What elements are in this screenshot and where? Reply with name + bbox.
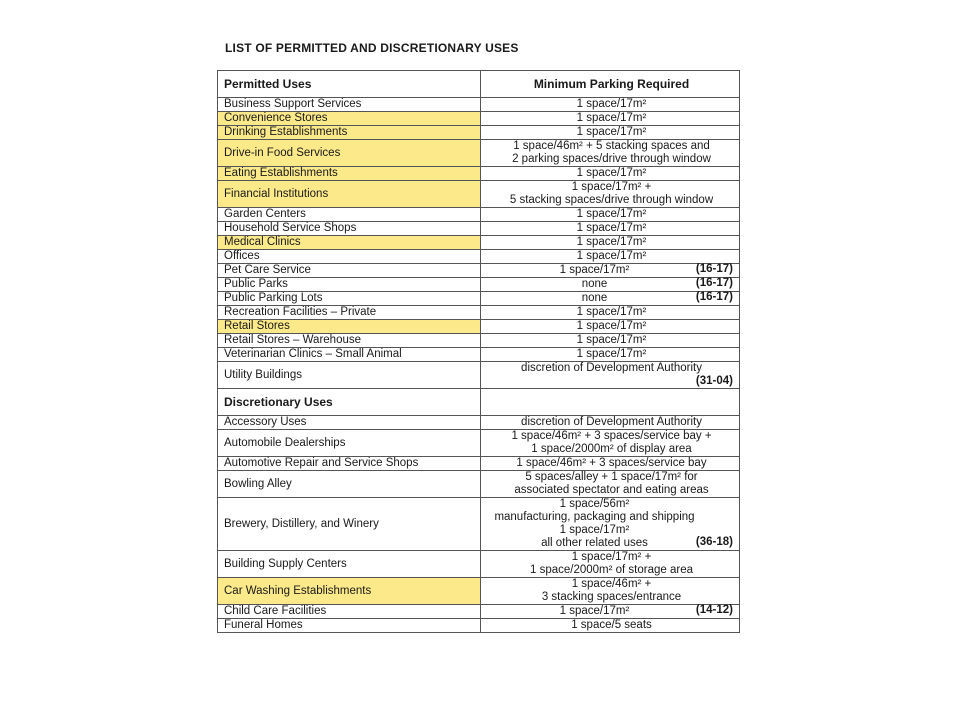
parking-requirement-cell bbox=[481, 208, 740, 222]
use-name: Veterinarian Clinics – Small Animal bbox=[218, 348, 481, 362]
table-row bbox=[218, 605, 740, 619]
table-row bbox=[218, 278, 740, 292]
parking-requirement: 5 spaces/alley + 1 space/17m² for associated spectator and eating areas bbox=[514, 471, 709, 496]
parking-requirement-cell bbox=[481, 250, 740, 264]
amendment-code: (16-17) bbox=[695, 291, 733, 303]
table-header-row bbox=[218, 71, 740, 98]
parking-requirement: 1 space/17m² bbox=[559, 605, 630, 617]
parking-requirement-cell bbox=[481, 416, 740, 430]
parking-requirement: 1 space/17m² bbox=[576, 306, 647, 318]
parking-requirement: 1 space/17m² bbox=[576, 98, 647, 110]
amendment-code: (31-04) bbox=[695, 375, 733, 387]
use-name: Business Support Services bbox=[218, 98, 481, 112]
parking-requirement-cell bbox=[481, 98, 740, 112]
permitted-uses-rows bbox=[218, 98, 740, 389]
use-name: Public Parking Lots bbox=[218, 292, 481, 306]
table-row bbox=[218, 578, 740, 605]
parking-requirement: discretion of Development Authority bbox=[521, 416, 702, 428]
parking-requirement-cell bbox=[481, 306, 740, 320]
use-name: Pet Care Service bbox=[218, 264, 481, 278]
parking-requirement-cell bbox=[481, 457, 740, 471]
table-row bbox=[218, 362, 740, 389]
parking-requirement-cell bbox=[481, 236, 740, 250]
table-row bbox=[218, 208, 740, 222]
table-row bbox=[218, 222, 740, 236]
parking-requirement-cell bbox=[481, 278, 740, 292]
table-row bbox=[218, 457, 740, 471]
uses-table bbox=[217, 70, 740, 633]
discretionary-uses-header: Discretionary Uses bbox=[218, 389, 481, 416]
parking-requirement: 1 space/46m² + 3 spaces/service bay bbox=[516, 457, 707, 469]
use-name: Child Care Facilities bbox=[218, 605, 481, 619]
parking-requirement: none bbox=[581, 292, 608, 304]
use-name: Drive-in Food Services bbox=[218, 140, 481, 167]
parking-requirement-cell bbox=[481, 551, 740, 578]
parking-requirement: 1 space/46m² + 3 spaces/service bay + 1 space/2000m² of display area bbox=[511, 430, 712, 455]
table-row bbox=[218, 181, 740, 208]
parking-requirement-cell bbox=[481, 430, 740, 457]
use-name: Recreation Facilities – Private bbox=[218, 306, 481, 320]
table-row bbox=[218, 306, 740, 320]
use-name: Funeral Homes bbox=[218, 619, 481, 633]
amendment-code: (36-18) bbox=[695, 536, 733, 548]
parking-requirement-cell bbox=[481, 126, 740, 140]
table-row bbox=[218, 334, 740, 348]
parking-requirement: 1 space/17m² bbox=[559, 264, 630, 276]
table-row bbox=[218, 126, 740, 140]
parking-requirement: 1 space/46m² + 5 stacking spaces and 2 parking spaces/drive through window bbox=[512, 140, 711, 165]
parking-requirement: 1 space/17m² bbox=[576, 320, 647, 332]
use-name: Bowling Alley bbox=[218, 471, 481, 498]
parking-requirement: 1 space/17m² bbox=[576, 334, 647, 346]
parking-requirement-cell bbox=[481, 578, 740, 605]
table-row bbox=[218, 112, 740, 126]
table-row bbox=[218, 264, 740, 278]
parking-requirement: 1 space/17m² bbox=[576, 236, 647, 248]
table-row bbox=[218, 416, 740, 430]
parking-requirement: 1 space/56m² manufacturing, packaging and shipping 1 space/17m² all other related uses bbox=[494, 498, 695, 549]
parking-requirement: 1 space/17m² bbox=[576, 126, 647, 138]
parking-requirement-cell bbox=[481, 264, 740, 278]
amendment-code: (14-12) bbox=[695, 604, 733, 616]
discretionary-section bbox=[218, 389, 740, 416]
table-row bbox=[218, 140, 740, 167]
parking-requirement-cell bbox=[481, 112, 740, 126]
use-name: Accessory Uses bbox=[218, 416, 481, 430]
parking-requirement-cell bbox=[481, 222, 740, 236]
use-name: Drinking Establishments bbox=[218, 126, 481, 140]
parking-requirement-cell bbox=[481, 605, 740, 619]
table-row bbox=[218, 430, 740, 457]
use-name: Financial Institutions bbox=[218, 181, 481, 208]
parking-requirement: 1 space/17m² bbox=[576, 250, 647, 262]
use-name: Convenience Stores bbox=[218, 112, 481, 126]
use-name: Utility Buildings bbox=[218, 362, 481, 389]
amendment-code: (16-17) bbox=[695, 277, 733, 289]
table-row bbox=[218, 619, 740, 633]
use-name: Retail Stores – Warehouse bbox=[218, 334, 481, 348]
document-title: LIST OF PERMITTED AND DISCRETIONARY USES bbox=[225, 41, 519, 55]
parking-requirement: 1 space/17m² bbox=[576, 222, 647, 234]
parking-requirement-cell bbox=[481, 348, 740, 362]
parking-requirement: 1 space/17m² + 5 stacking spaces/drive through window bbox=[509, 181, 714, 206]
parking-requirement: none bbox=[581, 278, 608, 290]
table-row bbox=[218, 98, 740, 112]
parking-requirement: 1 space/17m² bbox=[576, 348, 647, 360]
parking-requirement: 1 space/17m² bbox=[576, 167, 647, 179]
parking-requirement: 1 space/46m² + 3 stacking spaces/entrance bbox=[541, 578, 682, 603]
use-name: Building Supply Centers bbox=[218, 551, 481, 578]
table-row bbox=[218, 471, 740, 498]
use-name: Household Service Shops bbox=[218, 222, 481, 236]
discretionary-header-blank bbox=[481, 389, 740, 416]
parking-requirement: 1 space/17m² + 1 space/2000m² of storage area bbox=[529, 551, 694, 576]
use-name: Offices bbox=[218, 250, 481, 264]
parking-requirement: 1 space/5 seats bbox=[571, 619, 652, 631]
parking-requirement-cell bbox=[481, 334, 740, 348]
use-name: Medical Clinics bbox=[218, 236, 481, 250]
parking-requirement: discretion of Development Authority bbox=[521, 362, 702, 374]
table-row bbox=[218, 551, 740, 578]
parking-requirement-cell bbox=[481, 167, 740, 181]
parking-requirement: 1 space/17m² bbox=[576, 112, 647, 124]
parking-requirement-cell bbox=[481, 498, 740, 551]
use-name: Automotive Repair and Service Shops bbox=[218, 457, 481, 471]
table-row bbox=[218, 320, 740, 334]
use-name: Car Washing Establishments bbox=[218, 578, 481, 605]
parking-requirement-cell bbox=[481, 140, 740, 167]
use-name: Brewery, Distillery, and Winery bbox=[218, 498, 481, 551]
table-row bbox=[218, 167, 740, 181]
amendment-code: (16-17) bbox=[695, 263, 733, 275]
parking-requirement-cell bbox=[481, 471, 740, 498]
table-row bbox=[218, 348, 740, 362]
parking-requirement-cell bbox=[481, 362, 740, 389]
table-row bbox=[218, 236, 740, 250]
parking-requirement: 1 space/17m² bbox=[576, 208, 647, 220]
use-name: Automobile Dealerships bbox=[218, 430, 481, 457]
table-row bbox=[218, 250, 740, 264]
discretionary-uses-rows bbox=[218, 416, 740, 633]
discretionary-header-row bbox=[218, 389, 740, 416]
parking-requirement-cell bbox=[481, 292, 740, 306]
use-name: Public Parks bbox=[218, 278, 481, 292]
use-name: Garden Centers bbox=[218, 208, 481, 222]
table-row bbox=[218, 498, 740, 551]
table-row bbox=[218, 292, 740, 306]
parking-header: Minimum Parking Required bbox=[481, 71, 740, 98]
parking-requirement-cell bbox=[481, 181, 740, 208]
use-name: Eating Establishments bbox=[218, 167, 481, 181]
permitted-uses-header: Permitted Uses bbox=[218, 71, 481, 98]
parking-requirement-cell bbox=[481, 320, 740, 334]
use-name: Retail Stores bbox=[218, 320, 481, 334]
parking-requirement-cell bbox=[481, 619, 740, 633]
